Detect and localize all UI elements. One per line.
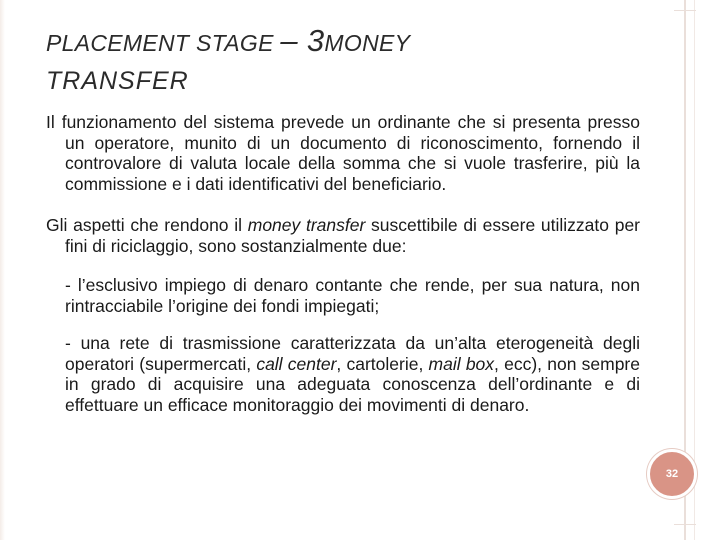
sub-item-2-emph-1: call center: [256, 353, 337, 374]
left-edge-shading: [0, 0, 5, 540]
title-part-1: PLACEMENT STAGE: [46, 30, 281, 56]
paragraph-1: Il funzionamento del sistema prevede un ordinante che si presenta presso un operatore, munito di un documento di riconoscimento, fornendo il controvalore di valuta locale della somma che si vuole trasferire, più la commissione e i dati identificativi del beneficiario.: [46, 112, 640, 194]
title-part-3: MONEY: [324, 30, 411, 56]
sub-item-2-b: , cartolerie,: [336, 353, 429, 374]
page-number-badge: [647, 449, 697, 499]
sub-item-2-a: - una rete di trasmissione caratterizzata da un’alta eterogeneità degli operatori (supermercati,: [65, 333, 640, 374]
sub-item-2: [65, 333, 640, 415]
paragraph-2: [46, 215, 640, 256]
paragraph-2-emphasis: money transfer: [247, 215, 366, 235]
title-part-2: – 3: [280, 23, 325, 58]
paragraph-2-before: Gli aspetti che rendono il: [46, 215, 248, 235]
page-number: 32: [665, 468, 679, 480]
sub-item-2-c: , ecc), non sempre in grado di acquisire una adeguata conoscenza dell’ordinante e di effettuare un efficace monitoraggio dei movimenti di denaro.: [65, 353, 640, 415]
title-part-4: TRANSFER: [46, 67, 189, 95]
paragraph-2-after: suscettibile di essere utilizzato per fini di riciclaggio, sono sostanzialmente due:: [65, 215, 641, 256]
slide-title: [46, 20, 646, 101]
frame-line-bottom: [674, 524, 696, 525]
sub-item-2-emph-2: mail box: [428, 353, 495, 374]
slide-body: [46, 112, 640, 432]
sub-item-1: - l’esclusivo impiego di denaro contante che rende, per sua natura, non rintracciabile l’origine dei fondi impiegati;: [65, 275, 640, 316]
frame-line-top: [674, 10, 696, 11]
frame-line-inner: [694, 0, 695, 540]
